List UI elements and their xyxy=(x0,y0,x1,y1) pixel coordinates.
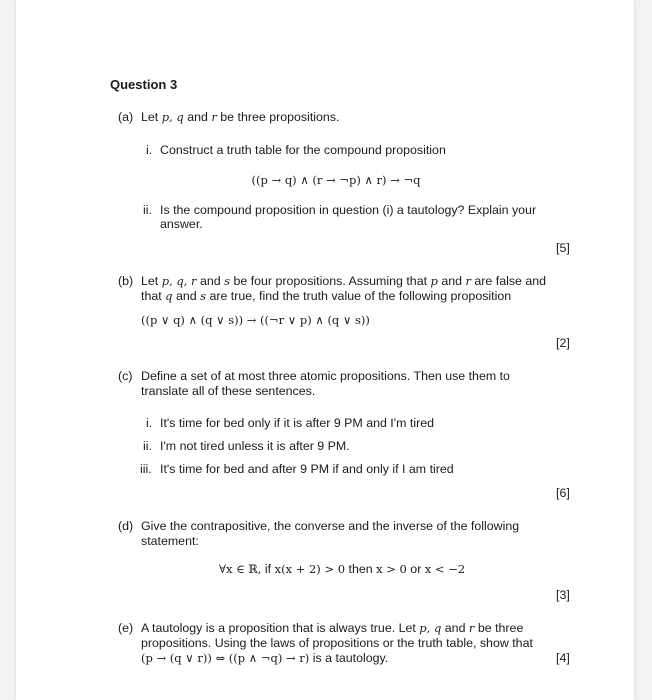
part-e-line2: propositions. Using the laws of propositions or the truth table, show that xyxy=(141,636,533,650)
part-a-marks: [5] xyxy=(556,241,570,255)
part-b-label: (b) xyxy=(118,274,134,288)
part-d-formula: ∀x ∈ ℝ, if x(x + 2) > 0 then x > 0 or x < −2 xyxy=(219,562,466,576)
part-a-ii-label: ii. xyxy=(143,203,152,217)
part-d-line1: Give the contrapositive, the converse and the inverse of the following xyxy=(141,519,520,533)
part-b-formula: ((p ∨ q) ∧ (q ∨ s)) → ((¬r ∨ p) ∧ (q ∨ s)) xyxy=(141,313,370,327)
part-a-intro: Let p, q and r be three propositions. xyxy=(141,110,340,124)
part-b-line1: Let p, q, r and s be four propositions. Assuming that p and r are false and xyxy=(141,274,547,288)
part-d-label: (d) xyxy=(118,519,134,533)
part-b-marks: [2] xyxy=(556,336,570,350)
part-c-marks: [6] xyxy=(556,486,570,500)
part-a-ii-line1: Is the compound proposition in question (i) a tautology? Explain your xyxy=(160,203,537,217)
part-c-ii-text: I'm not tired unless it is after 9 PM. xyxy=(160,439,350,453)
part-a-i-text: Construct a truth table for the compound proposition xyxy=(160,143,446,157)
part-c-label: (c) xyxy=(118,369,133,383)
document-page xyxy=(16,0,634,700)
part-c-i-label: i. xyxy=(146,416,153,430)
part-e-line1: A tautology is a proposition that is always true. Let p, q and r be three xyxy=(141,621,524,635)
part-d-line2: statement: xyxy=(141,534,199,548)
part-a-i-label: i. xyxy=(146,143,153,157)
part-e-label: (e) xyxy=(118,621,134,635)
part-c-line2: translate all of these sentences. xyxy=(141,384,316,398)
question-title: Question 3 xyxy=(110,77,178,92)
part-a-label: (a) xyxy=(118,110,134,124)
part-c-ii-label: ii. xyxy=(143,439,152,453)
part-c-line1: Define a set of at most three atomic propositions. Then use them to xyxy=(141,369,510,383)
part-e-line3: (p → (q ∨ r)) ⇔ ((p ∧ ¬q) → r) is a tautology. xyxy=(141,651,389,665)
part-c-i-text: It's time for bed only if it is after 9 PM and I'm tired xyxy=(160,416,434,430)
part-a-formula: ((p → q) ∧ (r → ¬p) ∧ r) → ¬q xyxy=(251,173,421,187)
part-a-ii-line2: answer. xyxy=(160,217,203,231)
part-c-iii-text: It's time for bed and after 9 PM if and only if I am tired xyxy=(160,462,454,476)
part-e-marks: [4] xyxy=(556,651,570,665)
part-d-marks: [3] xyxy=(556,588,570,602)
part-b-line2: that q and s are true, find the truth value of the following proposition xyxy=(141,289,512,303)
part-c-iii-label: iii. xyxy=(140,462,152,476)
